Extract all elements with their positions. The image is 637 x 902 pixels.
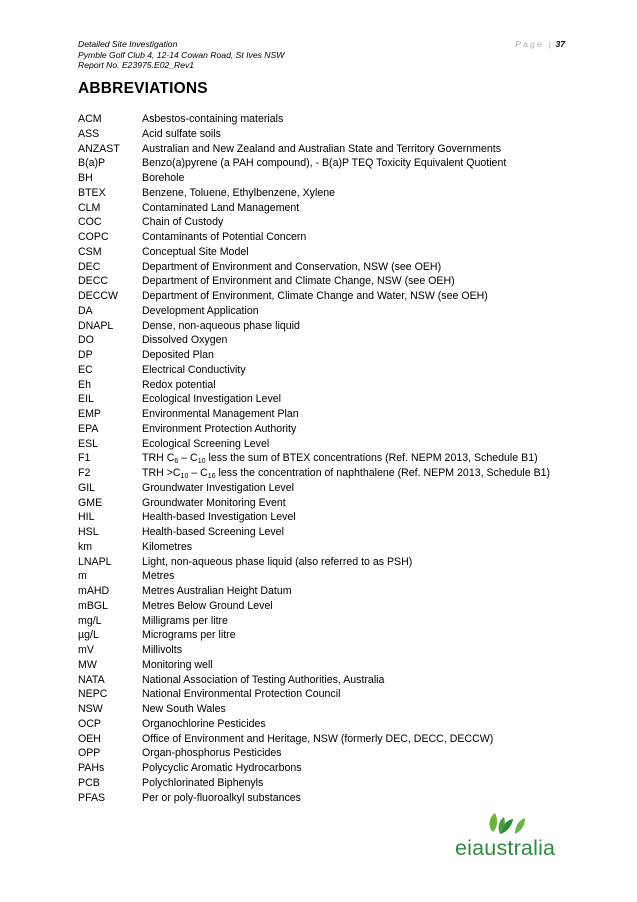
abbreviation-definition: Office of Environment and Heritage, NSW (formerly DEC, DECC, DECCW) <box>142 732 494 745</box>
abbreviation-row <box>78 481 578 496</box>
abbreviation-row <box>78 717 578 732</box>
page-title: ABBREVIATIONS <box>78 80 208 97</box>
abbreviation-definition: Contaminated Land Management <box>142 201 300 214</box>
abbreviation-term: PAHs <box>78 762 105 774</box>
definition-part: TRH C <box>142 452 175 465</box>
page-number-value: 37 <box>555 39 565 49</box>
abbreviation-row <box>78 186 578 201</box>
abbreviation-definition <box>142 451 538 466</box>
definition-part: less the concentration of naphthalene (Ref. NEPM 2013, Schedule B1) <box>215 467 551 479</box>
abbreviation-term: CSM <box>78 245 102 258</box>
abbreviation-term: HSL <box>78 526 99 538</box>
abbreviation-row <box>78 363 578 378</box>
abbreviation-row <box>78 628 578 643</box>
abbreviation-term: BTEX <box>78 186 106 199</box>
abbreviation-row <box>78 614 578 629</box>
abbreviation-row <box>78 599 578 614</box>
abbreviation-definition: Contaminants of Potential Concern <box>142 231 307 243</box>
abbreviation-term: GIL <box>78 481 96 494</box>
abbreviation-definition: Conceptual Site Model <box>142 245 249 258</box>
abbreviation-definition: Millivolts <box>142 644 183 656</box>
abbreviation-definition: National Environmental Protection Council <box>142 688 341 701</box>
abbreviation-definition: Groundwater Investigation Level <box>142 481 294 494</box>
abbreviation-term: OCP <box>78 717 101 730</box>
abbreviation-term: OEH <box>78 732 101 745</box>
definition-part: 6 <box>174 458 179 466</box>
abbreviation-row <box>78 776 578 791</box>
abbreviation-term: DECCW <box>78 290 119 302</box>
abbreviation-definition: Dense, non-aqueous phase liquid <box>142 319 300 332</box>
abbreviation-row <box>78 732 578 747</box>
abbreviation-row <box>78 127 578 142</box>
abbreviation-term: EC <box>78 363 93 376</box>
ei-australia-logo <box>455 810 565 860</box>
abbreviation-term: OPP <box>78 747 101 760</box>
abbreviation-row <box>78 378 578 393</box>
abbreviation-row <box>78 451 578 466</box>
abbreviation-term: EPA <box>78 422 99 435</box>
abbreviation-row <box>78 245 578 260</box>
definition-part: – C <box>178 452 198 465</box>
abbreviation-term: B(a)P <box>78 157 106 170</box>
abbreviation-term: BH <box>78 172 93 184</box>
abbreviation-row <box>78 230 578 245</box>
abbreviation-term: CLM <box>78 201 101 214</box>
abbreviation-row <box>78 274 578 289</box>
abbreviation-term: DNAPL <box>78 319 114 332</box>
abbreviation-row <box>78 422 578 437</box>
abbreviation-term: DECC <box>78 275 109 288</box>
abbreviation-term: mg/L <box>78 614 102 627</box>
abbreviation-term: Eh <box>78 378 91 391</box>
abbreviation-term: ANZAST <box>78 142 120 155</box>
abbreviation-definition: Borehole <box>142 172 185 184</box>
abbreviation-definition: Benzo(a)pyrene (a PAH compound), - B(a)P TEQ Toxicity Equivalent Quotient <box>142 157 507 170</box>
abbreviation-definition: Metres Australian Height Datum <box>142 585 292 597</box>
abbreviation-row <box>78 289 578 304</box>
abbreviation-definition: Monitoring well <box>142 658 213 671</box>
abbreviation-term: NEPC <box>78 688 108 701</box>
abbreviation-term: GME <box>78 496 103 509</box>
abbreviation-definition: Kilometres <box>142 540 193 553</box>
abbreviation-definition: Ecological Screening Level <box>142 437 270 450</box>
abbreviation-term: EIL <box>78 393 94 406</box>
abbreviation-definition: Per or poly-fluoroalkyl substances <box>142 791 301 804</box>
abbreviation-definition: Polychlorinated Biphenyls <box>142 776 264 789</box>
abbreviation-definition: Department of Environment and Climate Change, NSW (see OEH) <box>142 275 455 288</box>
abbreviation-term: mAHD <box>78 585 110 597</box>
abbreviation-definition: Polycyclic Aromatic Hydrocarbons <box>142 762 302 774</box>
abbreviation-term: DO <box>78 334 94 347</box>
abbreviation-row <box>78 260 578 275</box>
abbreviation-term: DEC <box>78 260 101 273</box>
abbreviation-row <box>78 555 578 570</box>
abbreviation-row <box>78 496 578 511</box>
abbreviation-term: LNAPL <box>78 555 112 568</box>
abbreviation-row <box>78 687 578 702</box>
abbreviation-term: HIL <box>78 511 95 524</box>
abbreviation-row <box>78 702 578 717</box>
abbreviation-term: µg/L <box>78 629 99 642</box>
abbreviation-row <box>78 171 578 186</box>
abbreviation-row <box>78 437 578 452</box>
abbreviation-row <box>78 466 578 481</box>
abbreviation-definition: Department of Environment, Climate Change and Water, NSW (see OEH) <box>142 290 488 302</box>
abbreviation-definition: Organochlorine Pesticides <box>142 717 266 730</box>
abbreviation-row <box>78 791 578 806</box>
abbreviation-term: PCB <box>78 776 100 789</box>
abbreviations-list <box>78 112 578 805</box>
abbreviation-term: DP <box>78 349 93 361</box>
abbreviation-definition: Redox potential <box>142 378 216 391</box>
abbreviation-term: km <box>78 540 93 553</box>
abbreviation-definition <box>142 466 550 481</box>
definition-part: – C <box>188 467 208 479</box>
abbreviation-term: mV <box>78 644 94 656</box>
abbreviation-row <box>78 319 578 334</box>
header-text <box>78 39 284 71</box>
abbreviation-row <box>78 584 578 599</box>
abbreviation-term: ESL <box>78 437 99 450</box>
abbreviation-term: DA <box>78 304 93 317</box>
abbreviation-definition: Ecological Investigation Level <box>142 393 281 406</box>
header-line-3: Report No. E23975.E02_Rev1 <box>78 60 195 71</box>
abbreviation-row <box>78 392 578 407</box>
abbreviation-term: ASS <box>78 127 100 140</box>
abbreviation-definition: Health-based Investigation Level <box>142 511 296 524</box>
abbreviation-term: EMP <box>78 408 101 420</box>
abbreviation-row <box>78 540 578 555</box>
abbreviation-term: COPC <box>78 231 109 243</box>
header-line-1: Detailed Site Investigation <box>78 39 178 49</box>
abbreviation-definition: Deposited Plan <box>142 349 214 361</box>
abbreviation-row <box>78 569 578 584</box>
definition-part: less the sum of BTEX concentrations (Ref. NEPM 2013, Schedule B1) <box>205 452 538 465</box>
abbreviation-term: ACM <box>78 113 102 125</box>
abbreviation-definition: Chain of Custody <box>142 216 224 229</box>
abbreviation-row <box>78 643 578 658</box>
definition-part: 10 <box>180 473 189 480</box>
abbreviation-definition: New South Wales <box>142 703 226 715</box>
abbreviation-definition: Metres Below Ground Level <box>142 599 273 612</box>
abbreviation-row <box>78 156 578 171</box>
abbreviation-term: F2 <box>78 467 91 479</box>
abbreviation-row <box>78 348 578 363</box>
abbreviation-term: COC <box>78 216 102 229</box>
abbreviation-row <box>78 201 578 216</box>
abbreviation-row <box>78 304 578 319</box>
abbreviation-row <box>78 142 578 157</box>
abbreviation-definition: Electrical Conductivity <box>142 363 246 376</box>
abbreviation-row <box>78 761 578 776</box>
abbreviation-definition: Metres <box>142 570 175 583</box>
abbreviation-term: MW <box>78 658 97 671</box>
abbreviation-definition: Benzene, Toluene, Ethylbenzene, Xylene <box>142 186 335 199</box>
abbreviation-definition: Dissolved Oxygen <box>142 334 228 347</box>
abbreviation-definition: Development Application <box>142 304 259 317</box>
abbreviation-definition: National Association of Testing Authorities, Australia <box>142 673 385 686</box>
page-label: Page | <box>515 39 554 49</box>
definition-part: 16 <box>207 473 216 480</box>
abbreviation-term: m <box>78 570 87 583</box>
abbreviation-term: NATA <box>78 673 105 686</box>
definition-part: TRH >C <box>142 467 181 479</box>
abbreviation-term: mBGL <box>78 599 109 612</box>
abbreviation-row <box>78 746 578 761</box>
abbreviation-definition: Acid sulfate soils <box>142 127 221 140</box>
abbreviation-definition: Organ-phosphorus Pesticides <box>142 747 282 760</box>
abbreviation-definition: Australian and New Zealand and Australian State and Territory Governments <box>142 142 502 155</box>
abbreviation-definition: Environment Protection Authority <box>142 422 297 435</box>
abbreviation-row <box>78 510 578 525</box>
abbreviation-definition: Milligrams per litre <box>142 614 228 627</box>
abbreviation-row <box>78 673 578 688</box>
abbreviation-term: PFAS <box>78 791 106 804</box>
abbreviation-row <box>78 112 578 127</box>
abbreviation-definition: Light, non-aqueous phase liquid (also referred to as PSH) <box>142 555 413 568</box>
abbreviation-term: F1 <box>78 452 91 465</box>
abbreviation-definition: Groundwater Monitoring Event <box>142 496 286 509</box>
abbreviation-row <box>78 333 578 348</box>
header-line-2: Pymble Golf Club 4, 12-14 Cowan Road, St Ives NSW <box>78 49 285 60</box>
abbreviation-term: NSW <box>78 703 103 715</box>
abbreviation-definition: Department of Environment and Conservation, NSW (see OEH) <box>142 260 442 273</box>
abbreviation-row <box>78 658 578 673</box>
abbreviation-definition: Health-based Screening Level <box>142 526 284 538</box>
abbreviation-definition: Environmental Management Plan <box>142 408 299 420</box>
abbreviation-definition: Micrograms per litre <box>142 629 236 642</box>
abbreviation-row <box>78 407 578 422</box>
abbreviation-definition: Asbestos-containing materials <box>142 113 284 125</box>
abbreviation-row <box>78 215 578 230</box>
definition-part: 10 <box>197 458 206 466</box>
abbreviation-row <box>78 525 578 540</box>
page-number <box>515 39 565 50</box>
logo-wordmark: eiaustralia <box>455 836 556 860</box>
